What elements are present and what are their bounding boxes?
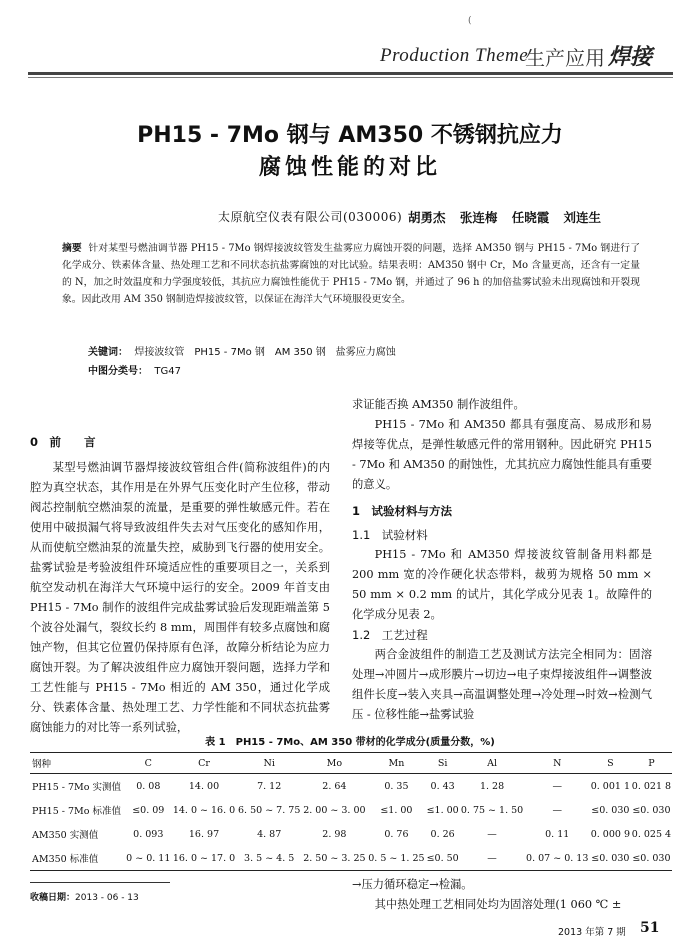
tail-line2: 其中热处理工艺相同处均为固溶处理(1 060 ℃ ± bbox=[374, 898, 622, 911]
footnote-rule bbox=[30, 882, 170, 883]
table-row bbox=[30, 846, 672, 871]
paragraph-materials-intro: PH15 - 7Mo 和 AM350 都具有强度高、易成形和易焊接等优点，是弹性敏感元件的常用钢种。因此研究 PH15 - 7Mo 和 AM350 的耐蚀性，尤其抗应力腐蚀性能具有重要的意义。 bbox=[352, 418, 652, 491]
table-cell: 16. 97 bbox=[188, 828, 220, 840]
paragraph-materials: PH15 - 7Mo 和 AM350 焊接波纹管制备用料都是 200 mm 宽的冷作硬化状态带料，裁剪为规格 50 mm × 50 mm × 0.2 mm 的试片，其化学成分见表 1。故障件的化学成分见表 2。 bbox=[352, 548, 652, 621]
clc-label: 中图分类号： bbox=[88, 366, 148, 377]
table-cell: 3. 5 ~ 4. 5 bbox=[237, 846, 302, 871]
table-cell: 14. 0 ~ 16. 0 bbox=[172, 804, 236, 816]
abstract-text: 针对某型号燃油调节器 PH15 - 7Mo 钢焊接波纹管发生盐雾应力腐蚀开裂的问题，选择 AM350 钢与 PH15 - 7Mo 钢进行了化学成分、铁素体含量、热处理工艺和不同状态抗盐雾腐蚀的对比试验。结果表明：AM350 钢中 Cr，Mo 含量更高，还含有一定量的 N，加之时效温度和力学强度较低，其抗应力腐蚀性能优于 PH15 - 7Mo 钢，并通过了 96 h 的加倍盐雾试验未出现腐蚀和开裂现象。因此改用 AM 350 钢制造焊接波纹管，以保证在海洋大气环境服役更安全。 bbox=[62, 243, 641, 305]
subsection-heading-1-2: 1.2 工艺过程 bbox=[352, 628, 428, 642]
table-row bbox=[30, 774, 672, 799]
authors: 胡勇杰 张连梅 任晓霞 刘连生 bbox=[408, 210, 602, 225]
article-title-line1: PH15 - 7Mo 钢与 AM350 不锈钢抗应力 bbox=[137, 123, 563, 148]
table-cell: ≤0. 50 bbox=[426, 846, 460, 871]
table-cell: 0. 11 bbox=[545, 828, 570, 840]
table-header-cell: Al bbox=[459, 753, 524, 774]
header-script-title: Production Theme bbox=[380, 45, 529, 66]
table-header-cell: Ni bbox=[237, 753, 302, 774]
table-cell: 0. 43 bbox=[430, 780, 455, 792]
abstract-label: 摘要 bbox=[62, 243, 82, 254]
page-number: 51 bbox=[640, 920, 660, 936]
table-cell: 0. 75 ~ 1. 50 bbox=[460, 804, 524, 816]
clc-text: TG47 bbox=[154, 366, 181, 377]
table-header-cell: Mo bbox=[302, 753, 367, 774]
table-cell: ≤0. 030 bbox=[590, 846, 631, 871]
table-cell: ≤0. 030 bbox=[632, 804, 671, 816]
table-header-row bbox=[30, 753, 672, 774]
table-cell: 2. 98 bbox=[322, 828, 347, 840]
scan-speck: ( bbox=[468, 16, 472, 26]
table-header-cell: 钢种 bbox=[30, 753, 125, 774]
table-cell: ≤1. 00 bbox=[426, 804, 459, 816]
right-column bbox=[352, 395, 652, 725]
table-cell: 2. 50 ~ 3. 25 bbox=[302, 846, 367, 871]
received-date bbox=[30, 890, 139, 903]
received-label: 收稿日期： bbox=[30, 893, 76, 903]
keywords bbox=[88, 343, 396, 358]
intro-continuation: 求证能否换 AM350 制作波组件。 bbox=[352, 398, 525, 411]
header-magazine-name: 焊接 bbox=[608, 45, 653, 70]
issue-info: 2013 年第 7 期 bbox=[558, 927, 626, 938]
table-cell: PH15 - 7Mo 标准值 bbox=[32, 806, 122, 817]
article-title-line2: 腐蚀性能的对比 bbox=[258, 155, 441, 180]
table-cell: 0. 07 ~ 0. 13 bbox=[525, 846, 590, 871]
table-cell: 16. 0 ~ 17. 0 bbox=[171, 846, 236, 871]
intro-paragraph: 某型号燃油调节器焊接波纹管组合件(简称波组件)的内腔为真空状态，其作用是在外界气压变化时产生位移，带动阀芯控制航空燃油泵的流量，是重要的弹性敏感元件。若在使用中破损漏气将导致波组件失去对气压变化的感知作用，从而使航空燃油泵的流量失控，威胁到飞行器的使用安全。盐雾试验是考验波组件环境适应性的重要项目之一，关系到航空发动机在海洋大气环境中运行的安全。2009 年首支由 PH15 - 7Mo 制作的波组件完成盐雾试验后发现距端盖第 5 个波谷处漏气，裂纹长约 8 mm，周围伴有较多点腐蚀和腐蚀产物，但其它位置仍保持原有色泽，故障分析结论为应力腐蚀开裂。为了解决波组件应力腐蚀开裂问题，选择力学和工艺性能与 PH15 - 7Mo 相近的 AM 350，通过化学成分、铁素体含量、热处理工艺、力学性能和不同状态抗盐雾腐蚀能力的对比等一系列试验， bbox=[30, 461, 330, 734]
table-cell: 0. 021 8 bbox=[631, 780, 672, 792]
table-cell: AM350 标准值 bbox=[30, 846, 125, 871]
table-header-cell: S bbox=[590, 753, 631, 774]
table-cell: 0. 093 bbox=[133, 828, 164, 840]
chemical-composition-table bbox=[30, 752, 672, 871]
tail-line1: →压力循环稳定→检漏。 bbox=[352, 878, 473, 891]
keywords-label: 关键词： bbox=[88, 347, 128, 358]
table-header-cell: P bbox=[631, 753, 672, 774]
table-cell: 0. 76 bbox=[384, 828, 409, 840]
received-value: 2013 - 06 - 13 bbox=[75, 893, 139, 903]
classification-number bbox=[88, 362, 181, 377]
table-cell: 7. 12 bbox=[257, 780, 282, 792]
section-heading-1: 1 试验材料与方法 bbox=[352, 504, 453, 518]
table-cell: 14. 00 bbox=[188, 780, 220, 792]
table-cell: 0. 000 9 bbox=[590, 828, 630, 840]
subsection-heading-1-1: 1.1 试验材料 bbox=[352, 528, 428, 542]
table-cell: — bbox=[552, 804, 562, 816]
table-cell: — bbox=[459, 846, 524, 871]
table-cell: ≤0. 030 bbox=[591, 804, 630, 816]
table-cell: ≤0. 030 bbox=[631, 846, 672, 871]
header-section: 生产应用 bbox=[525, 46, 605, 70]
table-caption: 表 1 PH15 - 7Mo、AM 350 带材的化学成分(质量分数，%) bbox=[205, 737, 495, 748]
table-cell: 2. 64 bbox=[322, 780, 347, 792]
table-cell: ≤0. 09 bbox=[132, 804, 165, 816]
table-cell: — bbox=[552, 780, 562, 792]
table-cell: 0. 08 bbox=[136, 780, 161, 792]
table-cell: 6. 50 ~ 7. 75 bbox=[238, 804, 301, 816]
table-cell: 4. 87 bbox=[257, 828, 282, 840]
table-header-cell: Mn bbox=[367, 753, 426, 774]
table-cell: 0. 001 1 bbox=[590, 780, 630, 792]
paragraph-process: 两合金波组件的制造工艺及测试方法完全相同为：固溶处理→冲圆片→成形膜片→切边→电子束焊接波组件→调整波组件长度→装入夹具→高温调整处理→冷处理→时效→检测气压 - 位移性能→盐雾试验 bbox=[352, 648, 652, 721]
table-cell: AM350 实测值 bbox=[32, 830, 99, 841]
table-cell: 1. 28 bbox=[479, 780, 505, 792]
table-cell: — bbox=[487, 828, 497, 840]
table-cell: 0. 35 bbox=[384, 780, 409, 792]
left-column bbox=[30, 432, 330, 738]
table-row bbox=[30, 822, 672, 846]
abstract bbox=[62, 240, 640, 308]
table-cell: 0 ~ 0. 11 bbox=[125, 846, 171, 871]
table-cell: 0. 5 ~ 1. 25 bbox=[367, 846, 426, 871]
table-header-cell: N bbox=[525, 753, 590, 774]
table-cell: 2. 00 ~ 3. 00 bbox=[303, 804, 366, 816]
table-cell: 0. 025 4 bbox=[631, 828, 672, 840]
table-row bbox=[30, 798, 672, 822]
tail-text bbox=[352, 875, 652, 915]
table-cell: PH15 - 7Mo 实测值 bbox=[32, 782, 122, 793]
section-heading-intro: 0 前 言 bbox=[30, 435, 96, 449]
keywords-text: 焊接波纹管 PH15 - 7Mo 钢 AM 350 钢 盐雾应力腐蚀 bbox=[134, 347, 396, 358]
table-header-cell: Si bbox=[426, 753, 460, 774]
table-header-cell: C bbox=[125, 753, 171, 774]
header-rule bbox=[28, 72, 673, 75]
table-cell: ≤1. 00 bbox=[380, 804, 413, 816]
header-rule-thin bbox=[28, 77, 673, 78]
affiliation: 太原航空仪表有限公司(030006) bbox=[218, 210, 403, 224]
table-header-cell: Cr bbox=[171, 753, 236, 774]
table-cell: 0. 26 bbox=[430, 828, 455, 840]
